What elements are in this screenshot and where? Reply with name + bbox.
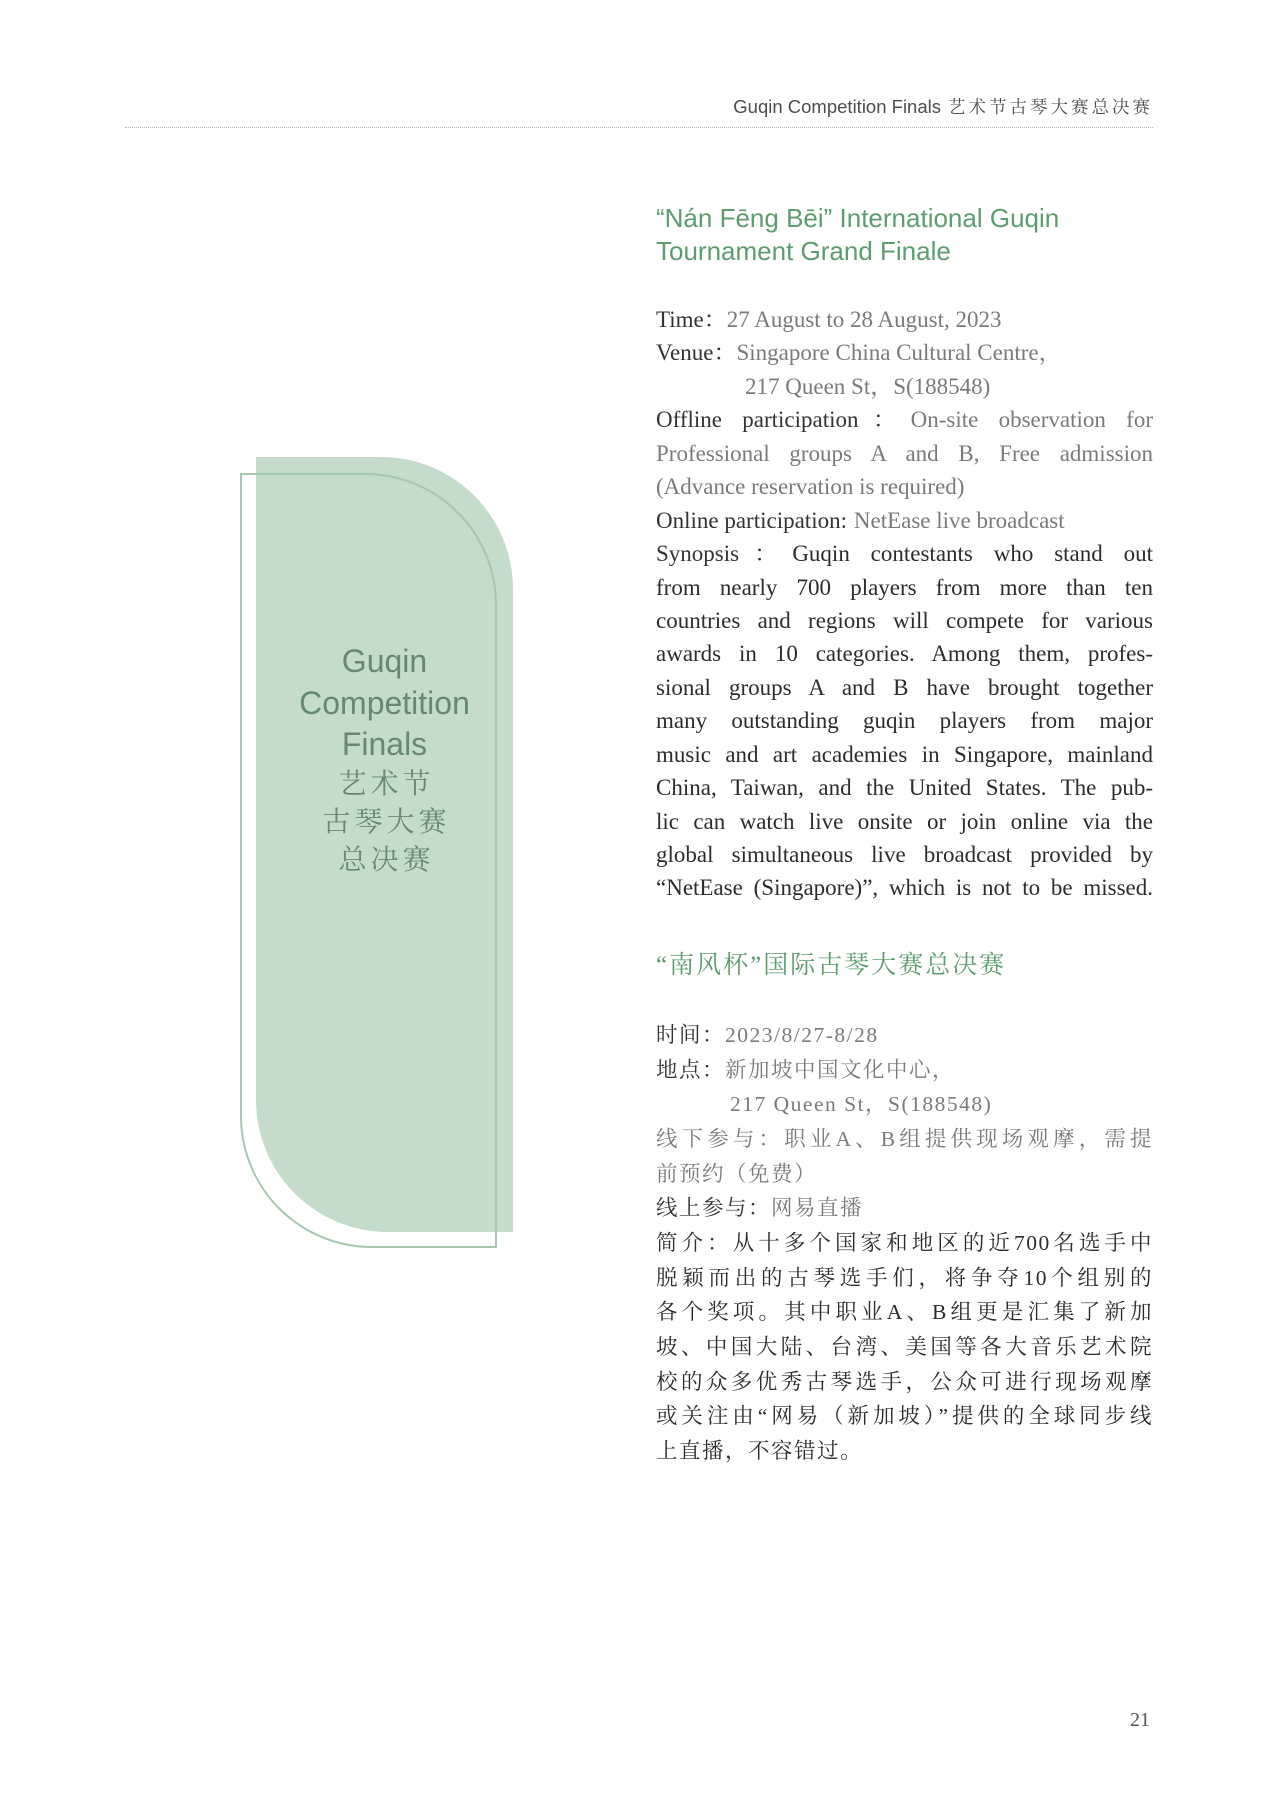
venue-value-zh: 新加坡中国文化中心， <box>725 1057 956 1082</box>
time-value-zh: 2023/8/27-8/28 <box>725 1023 879 1047</box>
section-panel-title <box>256 641 513 880</box>
synopsis-line-zh: 各个奖项。其中职业A、B组更是汇集了新加 <box>656 1300 1153 1325</box>
synopsis-line: countries and regions will compete for various <box>656 607 1153 633</box>
venue-address-zh: 217 Queen St，S(188548) <box>730 1092 993 1117</box>
synopsis-line: global simultaneous live broadcast provided by <box>656 842 1153 867</box>
venue-row-zh <box>656 1053 1153 1088</box>
panel-title-zh-line: 艺术节 <box>338 768 435 800</box>
synopsis-line-zh: 校的众多优秀古琴选手，公众可进行现场观摩 <box>656 1369 1153 1394</box>
offline-value-line: Professional groups A and B, Free admission <box>656 440 1153 466</box>
offline-value-line-zh: 前预约（免费） <box>656 1161 818 1186</box>
event-title-en-line: Tournament Grand Finale <box>656 236 951 266</box>
running-header <box>733 94 1153 119</box>
synopsis-line: many outstanding guqin players from major <box>656 708 1153 734</box>
panel-title-en-line: Guqin <box>341 643 428 679</box>
event-details-en <box>656 303 1153 905</box>
synopsis-line: music and art academies in Singapore, mainland <box>656 741 1153 767</box>
online-row <box>656 504 1153 537</box>
venue-row <box>656 336 1153 369</box>
venue-label-zh: 地点： <box>656 1057 726 1082</box>
offline-label: Offline participation： <box>656 407 911 433</box>
synopsis-text-zh: 从十多个国家和地区的近700名选手中 <box>732 1230 1153 1255</box>
panel-title-en-line: Finals <box>341 726 428 762</box>
synopsis-row <box>656 537 1153 570</box>
offline-row-zh <box>656 1122 1153 1157</box>
header-title-zh: 艺术节古琴大赛总决赛 <box>948 97 1153 117</box>
synopsis-line-zh: 上直播，不容错过。 <box>656 1438 864 1463</box>
online-label-zh: 线上参与： <box>656 1196 772 1221</box>
event-title-en-line: “Nán Fēng Bēi” International Guqin <box>656 203 1060 233</box>
offline-value-zh: 职业A、B组提供现场观摩，需提 <box>784 1126 1153 1151</box>
time-label-zh: 时间： <box>656 1023 726 1047</box>
venue-label: Venue： <box>656 340 737 366</box>
panel-title-zh-line: 总决赛 <box>338 844 435 876</box>
synopsis-row-zh <box>656 1226 1153 1261</box>
synopsis-label-zh: 简介： <box>656 1230 733 1255</box>
time-value: 27 August to 28 August, 2023 <box>726 307 1002 332</box>
time-row <box>656 303 1153 336</box>
time-row-zh <box>656 1018 1153 1053</box>
online-row-zh <box>656 1191 1153 1226</box>
synopsis-line: “NetEase (Singapore)”, which is not to be missed. <box>656 875 1153 901</box>
online-value-zh: 网易直播 <box>771 1196 864 1221</box>
synopsis-line: awards in 10 categories. Among them, profes- <box>656 641 1153 667</box>
offline-value-line: (Advance reservation is required) <box>656 474 965 500</box>
synopsis-line: lic can watch live onsite or join online via the <box>656 808 1153 834</box>
synopsis-line: from nearly 700 players from more than ten <box>656 574 1153 600</box>
synopsis-line-zh: 或关注由“网易（新加坡）”提供的全球同步线 <box>656 1404 1153 1429</box>
time-label: Time： <box>656 307 727 332</box>
panel-title-zh-line: 古琴大赛 <box>322 806 451 838</box>
offline-row <box>656 403 1153 436</box>
header-title-en: Guqin Competition Finals <box>733 96 941 117</box>
synopsis-line: sional groups A and B have brought together <box>656 674 1153 700</box>
event-title-zh: “南风杯”国际古琴大赛总决赛 <box>656 952 1007 979</box>
synopsis-line-zh: 坡、中国大陆、台湾、美国等各大音乐艺术院 <box>656 1334 1153 1359</box>
event-title-en <box>656 202 1153 268</box>
venue-address: 217 Queen St，S(188548) <box>745 373 991 399</box>
header-dotted-rule <box>125 127 1153 128</box>
offline-value: On-site observation for <box>910 407 1153 433</box>
synopsis-line: China, Taiwan, and the United States. The pub- <box>656 775 1153 801</box>
synopsis-line-zh: 脱颖而出的古琴选手们，将争夺10个组别的 <box>656 1265 1153 1290</box>
online-label: Online participation: <box>656 507 847 533</box>
synopsis-text: Guqin contestants who stand out <box>792 541 1153 567</box>
panel-title-en-line: Competition <box>299 684 470 721</box>
online-value: NetEase live broadcast <box>853 507 1065 533</box>
offline-label-zh: 线下参与： <box>656 1126 785 1151</box>
venue-value: Singapore China Cultural Centre， <box>736 340 1062 366</box>
page-number: 21 <box>1130 1709 1150 1731</box>
synopsis-label: Synopsis： <box>656 541 793 567</box>
event-details-zh <box>656 1018 1153 1469</box>
